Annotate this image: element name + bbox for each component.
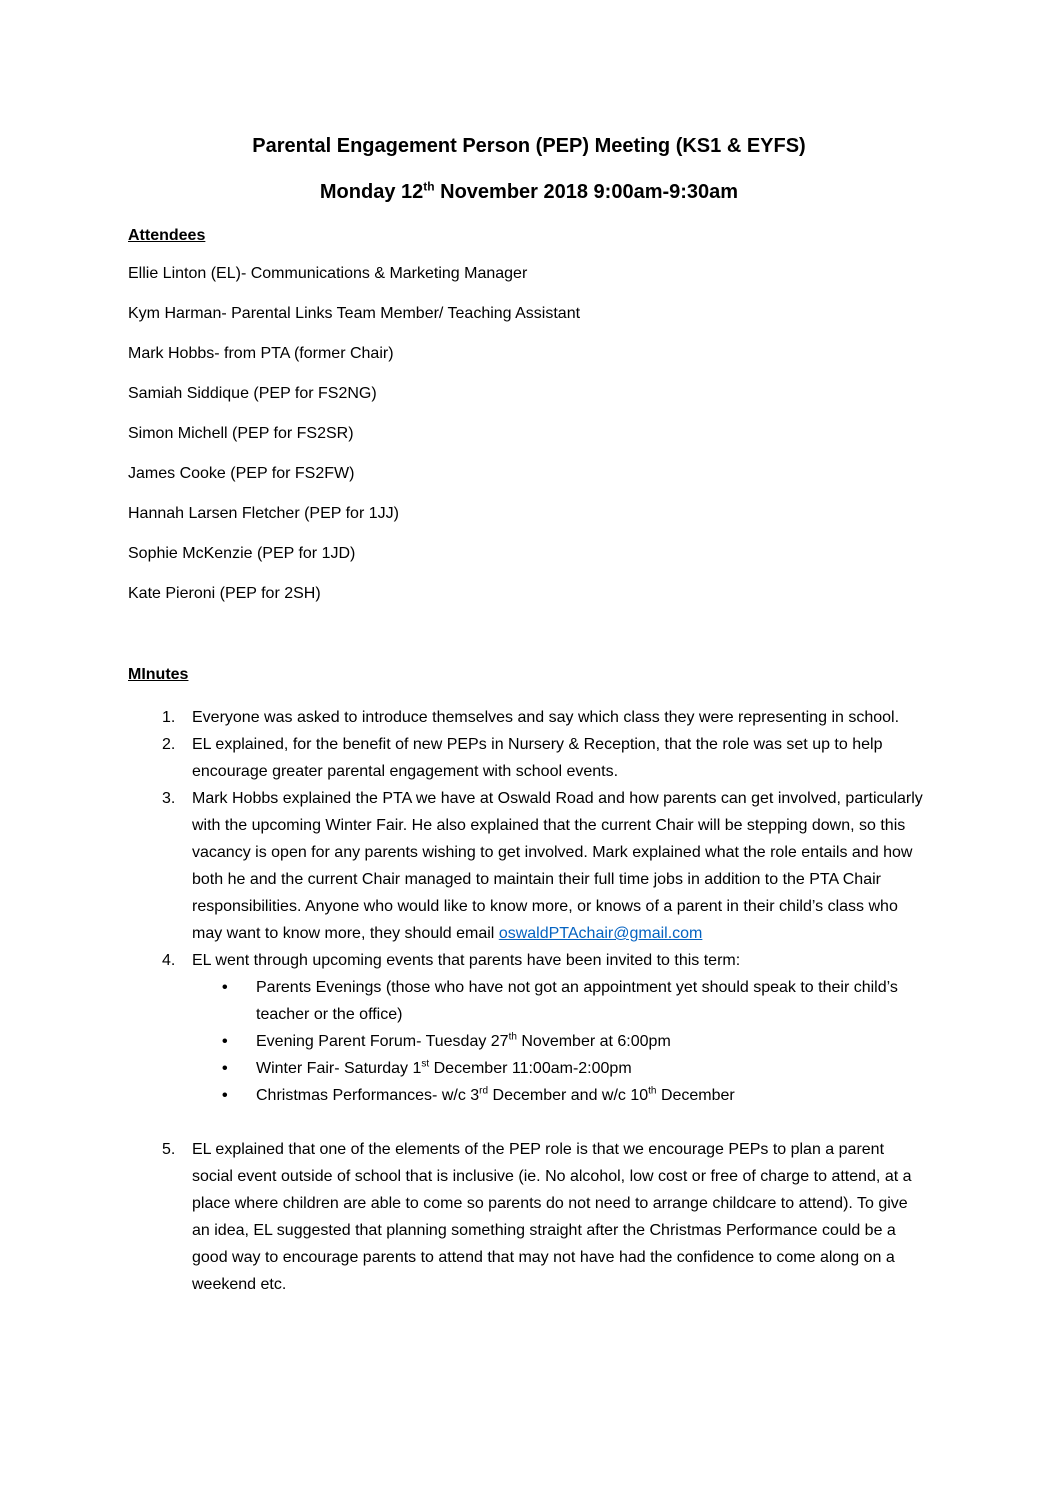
attendee-item: Hannah Larsen Fletcher (PEP for 1JJ) bbox=[128, 505, 399, 522]
event-bullet-christmas-performances bbox=[192, 1082, 928, 1109]
event-bullet-parents-evenings bbox=[192, 974, 928, 1028]
minute-number: 5. bbox=[162, 1141, 176, 1158]
attendee-item: Mark Hobbs- from PTA (former Chair) bbox=[128, 345, 394, 362]
minute-text: EL explained, for the benefit of new PEPs in Nursery & Reception, that the role was set up to help encourage greater parental engagement with school events. bbox=[192, 736, 883, 780]
minute-item-4 bbox=[128, 947, 928, 1109]
minute-text: Everyone was asked to introduce themselves and say which class they were representing in school. bbox=[192, 709, 900, 726]
attendee-item: Ellie Linton (EL)- Communications & Marketing Manager bbox=[128, 265, 528, 282]
attendees-heading: Attendees bbox=[128, 227, 206, 244]
ordinal-suffix: st bbox=[421, 1058, 430, 1070]
minute-item-3 bbox=[128, 785, 928, 947]
attendee-item: Kate Pieroni (PEP for 2SH) bbox=[128, 585, 321, 602]
minute-text: Mark Hobbs explained the PTA we have at Oswald Road and how parents can get involved, particularly with the upcoming Winter Fair. He also explained that the current Chair will be stepping down, so this vacancy is open for any parents wishing to get involved. Mark explained what the role entails and how both he and the current Chair managed to maintain their full time jobs in addition to the PTA Chair responsibilities. Anyone who would like to know more, or knows of a parent in their child’s class who may want to know more, they should email bbox=[192, 790, 923, 942]
minute-number: 4. bbox=[162, 952, 176, 969]
attendee-item: Kym Harman- Parental Links Team Member/ Teaching Assistant bbox=[128, 305, 581, 322]
minute-item-1 bbox=[128, 704, 928, 731]
minute-number: 3. bbox=[162, 790, 176, 807]
bullet-icon: • bbox=[222, 1060, 228, 1077]
ordinal-suffix: th bbox=[508, 1031, 517, 1043]
minute-text: EL explained that one of the elements of the PEP role is that we encourage PEPs to plan a parent social event outside of school that is inclusive (ie. No alcohol, low cost or free of charge to attend, at a place where children are able to come so parents do not need to arrange childcare to attend). To give an idea, EL suggested that planning something straight after the Christmas Performance could be a good way to encourage parents to attend that may not have had the confidence to come along on a weekend etc. bbox=[192, 1141, 912, 1293]
attendee-item: Simon Michell (PEP for FS2SR) bbox=[128, 425, 354, 442]
minutes-heading: MInutes bbox=[128, 666, 189, 683]
event-bullet-parent-forum bbox=[192, 1028, 928, 1055]
ordinal-suffix: rd bbox=[479, 1085, 489, 1097]
minute-item-2 bbox=[128, 731, 928, 785]
bullet-icon: • bbox=[222, 1033, 228, 1050]
attendee-list bbox=[128, 264, 580, 624]
bullet-icon: • bbox=[222, 979, 228, 996]
bullet-text: Parents Evenings (those who have not got an appointment yet should speak to their child’s teacher or the office) bbox=[256, 979, 898, 1023]
minute-number: 1. bbox=[162, 709, 176, 726]
attendee-item: Sophie McKenzie (PEP for 1JD) bbox=[128, 545, 356, 562]
meeting-date bbox=[0, 180, 1058, 204]
attendee-item: Samiah Siddique (PEP for FS2NG) bbox=[128, 385, 377, 402]
bullet-text: December bbox=[656, 1087, 735, 1104]
pta-chair-email-link[interactable]: oswaldPTAchair@gmail.com bbox=[498, 925, 703, 942]
meeting-title bbox=[0, 134, 1058, 158]
meeting-date-part2: November 2018 9:00am-9:30am bbox=[434, 181, 739, 203]
bullet-text: November at 6:00pm bbox=[516, 1033, 671, 1050]
meeting-title-text: Parental Engagement Person (PEP) Meeting (KS1 & EYFS) bbox=[252, 135, 806, 157]
meeting-date-suffix: th bbox=[423, 179, 435, 194]
bullet-text: Christmas Performances- w/c 3 bbox=[256, 1087, 480, 1104]
minute-item-5 bbox=[128, 1136, 928, 1298]
events-bullet-list bbox=[192, 974, 928, 1109]
attendee-item: James Cooke (PEP for FS2FW) bbox=[128, 465, 355, 482]
minutes-list bbox=[128, 704, 928, 1298]
event-bullet-winter-fair bbox=[192, 1055, 928, 1082]
bullet-text: December 11:00am-2:00pm bbox=[429, 1060, 632, 1077]
bullet-text: December and w/c 10 bbox=[488, 1087, 649, 1104]
minute-number: 2. bbox=[162, 736, 176, 753]
ordinal-suffix: th bbox=[648, 1085, 657, 1097]
bullet-text: Evening Parent Forum- Tuesday 27 bbox=[256, 1033, 509, 1050]
minute-text: EL went through upcoming events that parents have been invited to this term: bbox=[192, 952, 741, 969]
bullet-icon: • bbox=[222, 1087, 228, 1104]
meeting-date-part1: Monday 12 bbox=[319, 181, 424, 203]
bullet-text: Winter Fair- Saturday 1 bbox=[256, 1060, 422, 1077]
